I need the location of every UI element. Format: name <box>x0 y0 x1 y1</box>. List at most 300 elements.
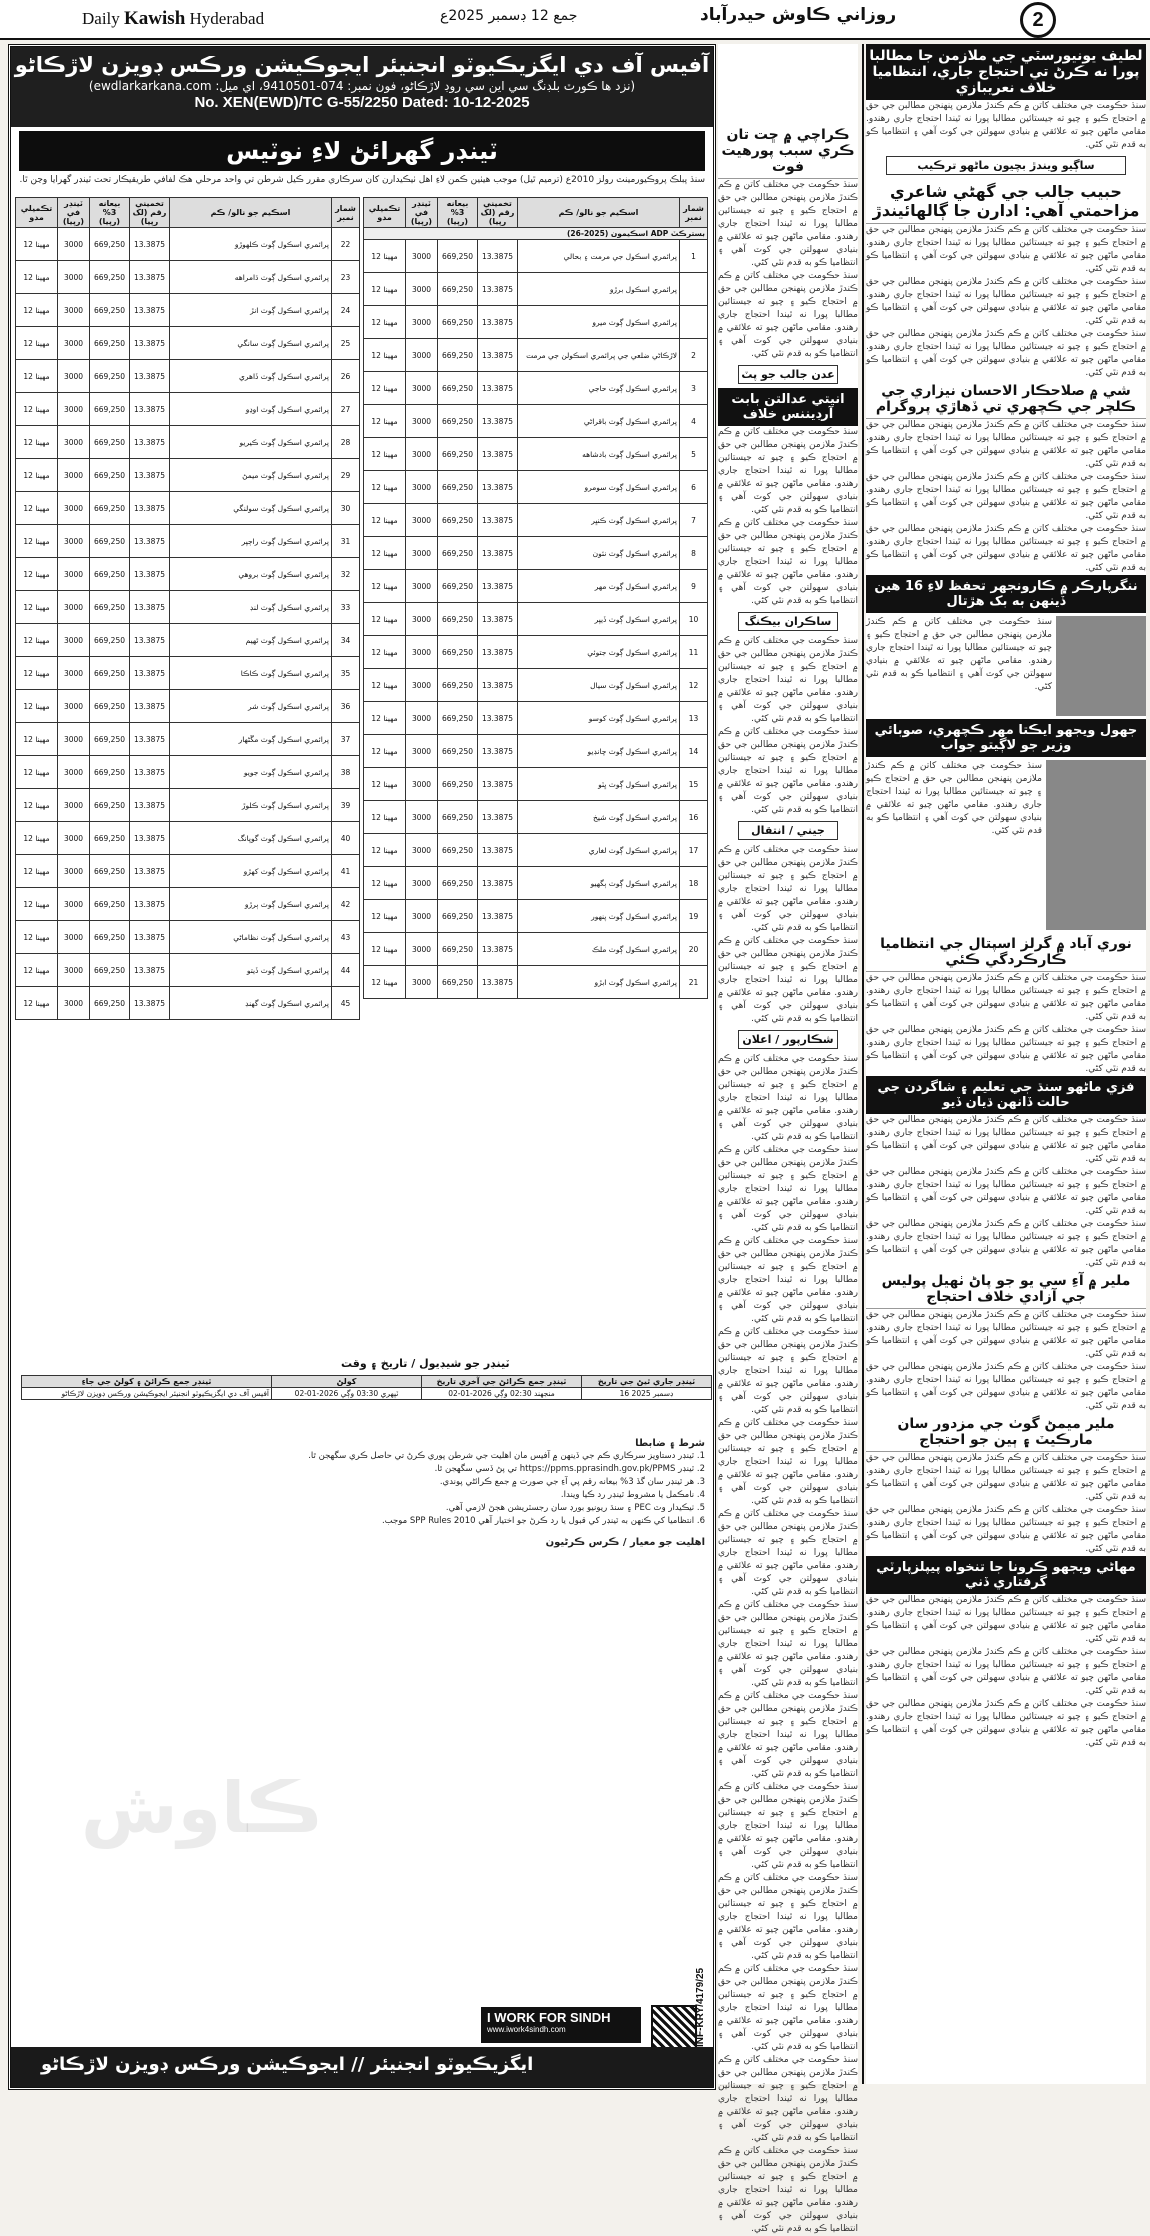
col-earnest: بيعانه 3% (رپيا) <box>90 198 130 228</box>
cell-time: 12 مهينا <box>364 570 406 603</box>
news-photo <box>1056 616 1146 716</box>
news-body: سنڌ حڪومت جي مختلف کاتن ۾ ڪم ڪندڙ ملازمن پنهنجن مطالبن جي حق ۾ احتجاج ڪيو ۽ چيو ته جيستائين مطالبا پورا نه ٿيندا احتجاج جاري رهندو. مقامي ماڻهن چيو ته علائقي ۾ بنيادي سهولتن جي کوٽ آهي ۽ انتظاميا ڪو به قدم نٿي کڻي. <box>718 427 858 515</box>
cell-estimate: 13.3875 <box>130 558 170 591</box>
office-title: آفيس آف دي ايگزيڪيوٽو انجنيئر ايجوڪيشن ورڪس ڊويزن لاڙڪاڻو <box>14 53 710 77</box>
cell-earnest: 669,250 <box>438 801 478 834</box>
cell-estimate: 13.3875 <box>130 822 170 855</box>
cell-name: پرائمري اسڪول برڙو <box>518 273 680 306</box>
cell-name: پرائمري اسڪول ڳوٺ ڪاڪا <box>170 657 332 690</box>
cell-name: پرائمري اسڪول ڳوٺ شيخ <box>518 801 680 834</box>
cell-fee: 3000 <box>58 954 90 987</box>
cell-estimate: 13.3875 <box>130 987 170 1020</box>
cell-time: 12 مهينا <box>16 855 58 888</box>
schedule-col-submit: ٽينڊر جمع ڪرائڻ جي آخري تاريخ <box>422 1376 582 1388</box>
tender-row <box>16 690 360 723</box>
cell-time: 12 مهينا <box>16 756 58 789</box>
col-earnest: بيعانه 3% (رپيا) <box>438 198 478 228</box>
cell-sr: 1 <box>680 240 708 273</box>
news-body: سنڌ حڪومت جي مختلف کاتن ۾ ڪم ڪندڙ ملازمن پنهنجن مطالبن جي حق ۾ احتجاج ڪيو ۽ چيو ته جيستائين مطالبا پورا نه ٿيندا احتجاج جاري رهندو. مقامي ماڻهن چيو ته علائقي ۾ بنيادي سهولتن جي کوٽ آهي ۽ انتظاميا ڪو به قدم نٿي کڻي. <box>866 761 1042 836</box>
news-body: سنڌ حڪومت جي مختلف کاتن ۾ ڪم ڪندڙ ملازمن پنهنجن مطالبن جي حق ۾ احتجاج ڪيو ۽ چيو ته جيستائين مطالبا پورا نه ٿيندا احتجاج جاري رهندو. مقامي ماڻهن چيو ته علائقي ۾ بنيادي سهولتن جي کوٽ آهي ۽ انتظاميا ڪو به قدم نٿي کڻي. <box>718 1600 858 1688</box>
cell-estimate: 13.3875 <box>478 933 518 966</box>
tender-row <box>16 756 360 789</box>
cell-name: پرائمري اسڪول ڳوٺ مهر <box>518 570 680 603</box>
tender-row <box>364 537 708 570</box>
cell-fee: 3000 <box>406 537 438 570</box>
cell-estimate: 13.3875 <box>478 867 518 900</box>
cell-sr: 33 <box>332 591 360 624</box>
mid-subhead: ساڪران بيڪنگ <box>738 612 838 631</box>
cell-earnest: 669,250 <box>90 426 130 459</box>
news-column-right <box>866 44 1146 2084</box>
tender-row <box>16 822 360 855</box>
cell-estimate: 13.3875 <box>130 525 170 558</box>
cell-estimate: 13.3875 <box>478 471 518 504</box>
cell-time: 12 مهينا <box>364 669 406 702</box>
tender-row <box>364 768 708 801</box>
cell-sr: 20 <box>680 933 708 966</box>
cell-sr: 28 <box>332 426 360 459</box>
cell-name: پرائمري اسڪول ڳوٺ باقراڻي <box>518 405 680 438</box>
mid-headline-2: انيتي عدالتن بابت آرڊيننس خلاف <box>718 388 858 426</box>
cell-fee: 3000 <box>58 855 90 888</box>
right-headline-3: شي ۾ صلاحڪار الاحسان نيزاري جي ڪلچر جي ڪچهري تي ڏهاڙي پروگرام <box>866 380 1146 419</box>
cell-time: 12 مهينا <box>16 294 58 327</box>
news-body: سنڌ حڪومت جي مختلف کاتن ۾ ڪم ڪندڙ ملازمن پنهنجن مطالبن جي حق ۾ احتجاج ڪيو ۽ چيو ته جيستائين مطالبا پورا نه ٿيندا احتجاج جاري رهندو. مقامي ماڻهن چيو ته علائقي ۾ بنيادي سهولتن جي کوٽ آهي ۽ انتظاميا ڪو به قدم نٿي کڻي. <box>866 1025 1146 1074</box>
cell-time: 12 مهينا <box>364 306 406 339</box>
cell-time: 12 مهينا <box>16 459 58 492</box>
cell-earnest: 669,250 <box>438 372 478 405</box>
term-item: 3. هر ٽينڊر سان گڏ 3% بيعانه رقم پي آءِ جي صورت ۾ جمع ڪرائڻي پوندي. <box>439 1477 705 1487</box>
cell-name: پرائمري اسڪول ڳوٺ ڪلوڙ <box>170 789 332 822</box>
cell-fee: 3000 <box>58 558 90 591</box>
tender-row <box>364 900 708 933</box>
cell-fee: 3000 <box>58 756 90 789</box>
cell-sr: 15 <box>680 768 708 801</box>
cell-sr: 5 <box>680 438 708 471</box>
cell-sr: 43 <box>332 921 360 954</box>
cell-estimate: 13.3875 <box>130 393 170 426</box>
cell-sr: 34 <box>332 624 360 657</box>
news-body: سنڌ حڪومت جي مختلف کاتن ۾ ڪم ڪندڙ ملازمن پنهنجن مطالبن جي حق ۾ احتجاج ڪيو ۽ چيو ته جيستائين مطالبا پورا نه ٿيندا احتجاج جاري رهندو. مقامي ماڻهن چيو ته علائقي ۾ بنيادي سهولتن جي کوٽ آهي ۽ انتظاميا ڪو به قدم نٿي کڻي. <box>718 180 858 268</box>
col-time: تڪميلي مدو <box>16 198 58 228</box>
cell-earnest: 669,250 <box>90 360 130 393</box>
cell-estimate: 13.3875 <box>478 570 518 603</box>
cell-estimate: 13.3875 <box>130 723 170 756</box>
cell-time: 12 مهينا <box>16 954 58 987</box>
cell-earnest: 669,250 <box>90 855 130 888</box>
cell-time: 12 مهينا <box>16 228 58 261</box>
cell-earnest: 669,250 <box>438 339 478 372</box>
tender-row <box>16 921 360 954</box>
cell-sr: 30 <box>332 492 360 525</box>
news-body: سنڌ حڪومت جي مختلف کاتن ۾ ڪم ڪندڙ ملازمن پنهنجن مطالبن جي حق ۾ احتجاج ڪيو ۽ چيو ته جيستائين مطالبا پورا نه ٿيندا احتجاج جاري رهندو. مقامي ماڻهن چيو ته علائقي ۾ بنيادي سهولتن جي کوٽ آهي ۽ انتظاميا ڪو به قدم نٿي کڻي. <box>718 1691 858 1779</box>
right-headline-4: ننگرپارڪر ۾ ڪارونجهر تحفظ لاءِ 16 هين ڏينهن به بک هڙتال <box>866 575 1146 613</box>
tender-row <box>16 987 360 1020</box>
cell-fee: 3000 <box>406 405 438 438</box>
schedule-title: ٽينڊر جو شيڊيول / تاريخ ۽ وقت <box>341 1357 510 1370</box>
cell-estimate: 13.3875 <box>130 492 170 525</box>
cell-sr: 44 <box>332 954 360 987</box>
tender-row <box>16 954 360 987</box>
cell-earnest: 669,250 <box>438 306 478 339</box>
cell-sr: 16 <box>680 801 708 834</box>
cell-name: پرائمري اسڪول ڳوٺ بروهي <box>170 558 332 591</box>
cell-estimate: 13.3875 <box>130 888 170 921</box>
news-body: سنڌ حڪومت جي مختلف کاتن ۾ ڪم ڪندڙ ملازمن پنهنجن مطالبن جي حق ۾ احتجاج ڪيو ۽ چيو ته جيستائين مطالبا پورا نه ٿيندا احتجاج جاري رهندو. مقامي ماڻهن چيو ته علائقي ۾ بنيادي سهولتن جي کوٽ آهي ۽ انتظاميا ڪو به قدم نٿي کڻي. <box>718 2146 858 2234</box>
cell-time: 12 مهينا <box>364 834 406 867</box>
cell-fee: 3000 <box>58 888 90 921</box>
watermark-logo: ڪاوش <box>81 1767 323 1849</box>
cell-name: پرائمري اسڪول ڳوٺ بادشاهه <box>518 438 680 471</box>
schedule-col-open: کولڻ <box>272 1376 422 1388</box>
cell-earnest: 669,250 <box>90 591 130 624</box>
cell-sr: 7 <box>680 504 708 537</box>
right-headline-7: فزي ماڻهو سنڌ جي تعليم ۽ شاگردن جي حالت ڏانهن ڌيان ڏيو <box>866 1076 1146 1114</box>
tender-row <box>364 438 708 471</box>
cell-time: 12 مهينا <box>16 327 58 360</box>
cell-fee: 3000 <box>406 438 438 471</box>
cell-time: 12 مهينا <box>364 405 406 438</box>
news-body: سنڌ حڪومت جي مختلف کاتن ۾ ڪم ڪندڙ ملازمن پنهنجن مطالبن جي حق ۾ احتجاج ڪيو ۽ چيو ته جيستائين مطالبا پورا نه ٿيندا احتجاج جاري رهندو. مقامي ماڻهن چيو ته علائقي ۾ بنيادي سهولتن جي کوٽ آهي ۽ انتظاميا ڪو به قدم نٿي کڻي. <box>718 2055 858 2143</box>
cell-time: 12 مهينا <box>364 603 406 636</box>
tender-row <box>16 723 360 756</box>
cell-fee: 3000 <box>406 735 438 768</box>
column-divider <box>862 44 864 2084</box>
mid-headline-1: ڪراچي ۾ ڇت تان ڪري سبب پورهيت فوت <box>718 124 858 179</box>
cell-time: 12 مهينا <box>16 558 58 591</box>
cell-earnest: 669,250 <box>438 867 478 900</box>
cell-estimate: 13.3875 <box>478 900 518 933</box>
cell-sr: 40 <box>332 822 360 855</box>
cell-fee: 3000 <box>406 372 438 405</box>
cell-time: 12 مهينا <box>364 933 406 966</box>
news-body: سنڌ حڪومت جي مختلف کاتن ۾ ڪم ڪندڙ ملازمن پنهنجن مطالبن جي حق ۾ احتجاج ڪيو ۽ چيو ته جيستائين مطالبا پورا نه ٿيندا احتجاج جاري رهندو. مقامي ماڻهن چيو ته علائقي ۾ بنيادي سهولتن جي کوٽ آهي ۽ انتظاميا ڪو به قدم نٿي کڻي. <box>866 1699 1146 1748</box>
cell-fee: 3000 <box>58 987 90 1020</box>
col-time: تڪميلي مدو <box>364 198 406 228</box>
cell-name: پرائمري اسڪول ڳوٺ نظاماڻي <box>170 921 332 954</box>
cell-time: 12 مهينا <box>364 273 406 306</box>
cell-name: پرائمري اسڪول ڳوٺ اوڍو <box>170 393 332 426</box>
cell-sr: 18 <box>680 867 708 900</box>
terms-and-conditions <box>25 1437 705 1977</box>
cell-fee: 3000 <box>406 768 438 801</box>
cell-sr: 27 <box>332 393 360 426</box>
news-body: سنڌ حڪومت جي مختلف کاتن ۾ ڪم ڪندڙ ملازمن پنهنجن مطالبن جي حق ۾ احتجاج ڪيو ۽ چيو ته جيستائين مطالبا پورا نه ٿيندا احتجاج جاري رهندو. مقامي ماڻهن چيو ته علائقي ۾ بنيادي سهولتن جي کوٽ آهي ۽ انتظاميا ڪو به قدم نٿي کڻي. <box>866 1115 1146 1164</box>
cell-name: پرائمري اسڪول ڳوٺ پنهور <box>518 900 680 933</box>
cell-estimate: 13.3875 <box>478 735 518 768</box>
right-top-headline: لطيف يونيورسٽي جي ملازمن جا مطالبا پورا نه ڪرڻ تي احتجاج جاري، انتظاميا خلاف نعريبازي <box>866 44 1146 100</box>
tender-row <box>364 966 708 999</box>
cell-fee: 3000 <box>58 591 90 624</box>
cell-estimate: 13.3875 <box>478 603 518 636</box>
news-body: سنڌ حڪومت جي مختلف کاتن ۾ ڪم ڪندڙ ملازمن پنهنجن مطالبن جي حق ۾ احتجاج ڪيو ۽ چيو ته جيستائين مطالبا پورا نه ٿيندا احتجاج جاري رهندو. مقامي ماڻهن چيو ته علائقي ۾ بنيادي سهولتن جي کوٽ آهي ۽ انتظاميا ڪو به قدم نٿي کڻي. <box>866 1453 1146 1502</box>
news-body: سنڌ حڪومت جي مختلف کاتن ۾ ڪم ڪندڙ ملازمن پنهنجن مطالبن جي حق ۾ احتجاج ڪيو ۽ چيو ته جيستائين مطالبا پورا نه ٿيندا احتجاج جاري رهندو. مقامي ماڻهن چيو ته علائقي ۾ بنيادي سهولتن جي کوٽ آهي ۽ انتظاميا ڪو به قدم نٿي کڻي. <box>718 845 858 933</box>
cell-earnest: 669,250 <box>90 624 130 657</box>
cell-sr: 23 <box>332 261 360 294</box>
cell-sr: 6 <box>680 471 708 504</box>
tender-row <box>16 492 360 525</box>
masthead-name: Kawish <box>124 8 186 29</box>
term-item: 6. انتظاميا کي ڪنهن به ٽينڊر کي قبول يا رد ڪرڻ جو اختيار آهي SPP Rules 2010 موجب. <box>381 1516 705 1526</box>
cell-earnest: 669,250 <box>90 690 130 723</box>
cell-fee: 3000 <box>58 360 90 393</box>
tender-row <box>16 327 360 360</box>
cell-earnest: 669,250 <box>438 735 478 768</box>
mid-subhead: جيني / انتقال <box>738 821 838 840</box>
right-headline-5: جهول ويجهو ايڪتا مهر ڪچهري، صوبائي وزير جو لاڳيتو جواب <box>866 719 1146 757</box>
cell-time: 12 مهينا <box>16 591 58 624</box>
qr-code-icon <box>651 2005 697 2049</box>
cell-earnest: 669,250 <box>90 393 130 426</box>
office-address: (ewdlarkarkana.com :نزد ها ڪورٽ بلڊنگ سي اين سي روڊ لاڙڪاڻو، فون نمبر: 074-9410501، اي ميل) <box>88 79 636 93</box>
cell-name: پرائمري اسڪول ڳوٺ سانگي <box>170 327 332 360</box>
cell-earnest: 669,250 <box>90 987 130 1020</box>
cell-fee: 3000 <box>58 822 90 855</box>
tender-notice-title: ٽينڊر گهرائڻ لاءِ نوٽيس <box>19 131 705 171</box>
cell-time: 12 مهينا <box>364 372 406 405</box>
cell-name: پرائمري اسڪول ڳوٺ ڏيپر <box>518 603 680 636</box>
cell-name: پرائمري اسڪول ڳوٺ جويو <box>170 756 332 789</box>
cell-sr: 3 <box>680 372 708 405</box>
cell-name: پرائمري اسڪول ڳوٺ ڏاهري <box>170 360 332 393</box>
cell-time: 12 مهينا <box>364 471 406 504</box>
tender-row <box>364 669 708 702</box>
engineer-signature: ايگزيڪيوٽو انجنيئر // ايجوڪيشن ورڪس ڊويزن لاڙڪاڻو <box>41 2054 534 2075</box>
cell-sr: 25 <box>332 327 360 360</box>
tender-intro: سنڌ پبلڪ پروڪيورمينٽ رولز 2010ع (ترميم ٿيل) موجب هيٺين ڪمن لاءِ اهل ٺيڪيدارن کان سرڪاري مقرر ڪيل شرطن تي واحد مرحلي هڪ لفافي طريقيڪار تحت ٽينڊر گهرايا وڃن ٿا. <box>19 175 705 185</box>
col-estimate: تخميني رقم (لک رپيا) <box>478 198 518 228</box>
masthead-city: Hyderabad <box>189 9 265 28</box>
right-headline-9: ملير ميمڻ گوٺ جي مزدور سان مارڪيٽ ۽ ٻين جو احتجاج <box>866 1413 1146 1452</box>
cell-name: پرائمري اسڪول ڳوٺ ٻگهيو <box>518 867 680 900</box>
col-estimate: تخميني رقم (لک رپيا) <box>130 198 170 228</box>
cell-earnest: 669,250 <box>90 921 130 954</box>
news-column-middle <box>718 44 858 2234</box>
cell-sr: 41 <box>332 855 360 888</box>
cell-time: 12 مهينا <box>16 723 58 756</box>
cell-sr: 21 <box>680 966 708 999</box>
cell-fee: 3000 <box>406 570 438 603</box>
cell-sr: 4 <box>680 405 708 438</box>
cell-estimate: 13.3875 <box>478 504 518 537</box>
cell-fee: 3000 <box>406 867 438 900</box>
tender-row <box>16 459 360 492</box>
cell-sr: 24 <box>332 294 360 327</box>
cell-estimate: 13.3875 <box>130 756 170 789</box>
cell-time: 12 مهينا <box>16 360 58 393</box>
w4s-title: I WORK FOR SINDH <box>487 2010 611 2025</box>
cell-fee: 3000 <box>58 228 90 261</box>
cell-name: پرائمري اسڪول ڳوٺ سولنگي <box>170 492 332 525</box>
cell-fee: 3000 <box>406 504 438 537</box>
cell-earnest: 669,250 <box>90 756 130 789</box>
cell-time: 12 مهينا <box>16 393 58 426</box>
cell-time: 12 مهينا <box>16 690 58 723</box>
col-fee: ٽينڊر في (رپيا) <box>58 198 90 228</box>
cell-sr: 19 <box>680 900 708 933</box>
cell-fee: 3000 <box>406 966 438 999</box>
cell-time: 12 مهينا <box>364 240 406 273</box>
cell-earnest: 669,250 <box>90 558 130 591</box>
cell-name: پرائمري اسڪول ڳوٺ انڙ <box>170 294 332 327</box>
cell-sr: 12 <box>680 669 708 702</box>
cell-sr: 26 <box>332 360 360 393</box>
schedule-col-issue: ٽينڊر جاري ٿيڻ جي تاريخ <box>582 1376 712 1388</box>
col-sr: شمار نمبر <box>680 198 708 228</box>
cell-earnest: 669,250 <box>438 438 478 471</box>
tender-row <box>16 888 360 921</box>
cell-earnest: 669,250 <box>438 405 478 438</box>
cell-estimate: 13.3875 <box>130 624 170 657</box>
cell-name: پرائمري اسڪول ڳوٺ ڪنڀر <box>518 504 680 537</box>
mid-subhead: عدن جالب جو پٽ <box>738 365 838 384</box>
cell-estimate: 13.3875 <box>478 537 518 570</box>
cell-estimate: 13.3875 <box>478 339 518 372</box>
right-headline-8: ملير ۾ آءِ سي يو جو پاڻ ٺهيل پوليس جي آزادي خلاف احتجاج <box>866 1270 1146 1309</box>
cell-name: پرائمري اسڪول ڳوٺ کهڙو <box>170 855 332 888</box>
cell-fee: 3000 <box>406 702 438 735</box>
cell-time: 12 مهينا <box>364 438 406 471</box>
news-body: سنڌ حڪومت جي مختلف کاتن ۾ ڪم ڪندڙ ملازمن پنهنجن مطالبن جي حق ۾ احتجاج ڪيو ۽ چيو ته جيستائين مطالبا پورا نه ٿيندا احتجاج جاري رهندو. مقامي ماڻهن چيو ته علائقي ۾ بنيادي سهولتن جي کوٽ آهي ۽ انتظاميا ڪو به قدم نٿي کڻي. <box>718 1873 858 1961</box>
cell-earnest: 669,250 <box>90 657 130 690</box>
cell-time: 12 مهينا <box>364 339 406 372</box>
tender-row <box>364 273 708 306</box>
news-body: سنڌ حڪومت جي مختلف کاتن ۾ ڪم ڪندڙ ملازمن پنهنجن مطالبن جي حق ۾ احتجاج ڪيو ۽ چيو ته جيستائين مطالبا پورا نه ٿيندا احتجاج جاري رهندو. مقامي ماڻهن چيو ته علائقي ۾ بنيادي سهولتن جي کوٽ آهي ۽ انتظاميا ڪو به قدم نٿي کڻي. <box>718 1327 858 1415</box>
cell-estimate: 13.3875 <box>130 261 170 294</box>
cell-estimate: 13.3875 <box>478 834 518 867</box>
news-body: سنڌ حڪومت جي مختلف کاتن ۾ ڪم ڪندڙ ملازمن پنهنجن مطالبن جي حق ۾ احتجاج ڪيو ۽ چيو ته جيستائين مطالبا پورا نه ٿيندا احتجاج جاري رهندو. مقامي ماڻهن چيو ته علائقي ۾ بنيادي سهولتن جي کوٽ آهي ۽ انتظاميا ڪو به قدم نٿي کڻي. <box>718 1236 858 1324</box>
cell-earnest: 669,250 <box>438 966 478 999</box>
right-subhead: ساڳيو ويندڙ بچيون ماڻهو ترڪيب <box>886 156 1126 175</box>
cell-name: پرائمري اسڪول ڳوٺ گوپانگ <box>170 822 332 855</box>
cell-estimate: 13.3875 <box>130 855 170 888</box>
ad-header <box>11 47 713 127</box>
cell-name: لاڙڪاڻي ضلعي جي پرائمري اسڪولن جي مرمت <box>518 339 680 372</box>
term-item: 4. نامڪمل يا مشروط ٽينڊر رد ڪيا ويندا. <box>560 1490 705 1500</box>
tender-advertisement <box>8 44 716 2090</box>
cell-earnest: 669,250 <box>438 669 478 702</box>
cell-time: 12 مهينا <box>16 657 58 690</box>
cell-name: پرائمري اسڪول ڳوٺ سيال <box>518 669 680 702</box>
masthead-date: جمع 12 ڊسمبر 2025ع <box>440 8 578 24</box>
cell-earnest: 669,250 <box>90 327 130 360</box>
term-item: 2. ٽينڊر https://ppms.pprasindh.gov.pk/PPMS تي پڻ ڏسي سگهجن ٿا. <box>434 1464 705 1474</box>
cell-name: پرائمري اسڪول ڳوٺ ميرو <box>518 306 680 339</box>
cell-sr: 2 <box>680 339 708 372</box>
cell-estimate: 13.3875 <box>478 405 518 438</box>
cell-fee: 3000 <box>58 789 90 822</box>
cell-name: پرائمري اسڪول ڳوٺ ڪلهوڙو <box>170 228 332 261</box>
cell-estimate: 13.3875 <box>478 801 518 834</box>
cell-fee: 3000 <box>406 339 438 372</box>
cell-name: پرائمري اسڪول ڳوٺ ملڪ <box>518 933 680 966</box>
cell-sr: 31 <box>332 525 360 558</box>
cell-estimate: 13.3875 <box>478 702 518 735</box>
cell-time: 12 مهينا <box>16 789 58 822</box>
tender-row <box>16 261 360 294</box>
news-body: سنڌ حڪومت جي مختلف کاتن ۾ ڪم ڪندڙ ملازمن پنهنجن مطالبن جي حق ۾ احتجاج ڪيو ۽ چيو ته جيستائين مطالبا پورا نه ٿيندا احتجاج جاري رهندو. مقامي ماڻهن چيو ته علائقي ۾ بنيادي سهولتن جي کوٽ آهي ۽ انتظاميا ڪو به قدم نٿي کڻي. <box>718 271 858 359</box>
cell-fee: 3000 <box>58 723 90 756</box>
cell-sr <box>680 306 708 339</box>
tender-row <box>364 504 708 537</box>
cell-name: پرائمري اسڪول ڳوٺ ڌامراهه <box>170 261 332 294</box>
cell-name: پرائمري اسڪول ڳوٺ گهنڊ <box>170 987 332 1020</box>
cell-fee: 3000 <box>406 603 438 636</box>
tender-row <box>16 657 360 690</box>
cell-name: پرائمري اسڪول ڳوٺ چانڊيو <box>518 735 680 768</box>
cell-earnest: 669,250 <box>438 240 478 273</box>
cell-sr: 45 <box>332 987 360 1020</box>
cell-fee: 3000 <box>406 306 438 339</box>
cell-sr: 29 <box>332 459 360 492</box>
cell-name: پرائمري اسڪول ڳوٺ شر <box>170 690 332 723</box>
tender-row <box>16 360 360 393</box>
news-body: سنڌ حڪومت جي مختلف کاتن ۾ ڪم ڪندڙ ملازمن پنهنجن مطالبن جي حق ۾ احتجاج ڪيو ۽ چيو ته جيستائين مطالبا پورا نه ٿيندا احتجاج جاري رهندو. مقامي ماڻهن چيو ته علائقي ۾ بنيادي سهولتن جي کوٽ آهي ۽ انتظاميا ڪو به قدم نٿي کڻي. <box>866 225 1146 274</box>
tender-row <box>16 525 360 558</box>
cell-estimate: 13.3875 <box>478 372 518 405</box>
cell-fee: 3000 <box>406 834 438 867</box>
cell-name: پرائمري اسڪول جي مرمت ۽ بحالي <box>518 240 680 273</box>
schedule-table <box>21 1375 712 1400</box>
cell-sr: 14 <box>680 735 708 768</box>
tender-row <box>364 603 708 636</box>
cell-estimate: 13.3875 <box>130 591 170 624</box>
cell-estimate: 13.3875 <box>478 438 518 471</box>
col-fee: ٽينڊر في (رپيا) <box>406 198 438 228</box>
cell-earnest: 669,250 <box>438 900 478 933</box>
cell-time: 12 مهينا <box>364 636 406 669</box>
right-headline-6: نوري آباد ۾ گرلز اسپتال جي انتظاميا ڪارڪردگي ڪئي <box>866 933 1146 972</box>
cell-sr: 32 <box>332 558 360 591</box>
cell-estimate: 13.3875 <box>478 636 518 669</box>
cell-sr: 38 <box>332 756 360 789</box>
cell-earnest: 669,250 <box>438 273 478 306</box>
cell-estimate: 13.3875 <box>130 228 170 261</box>
cell-fee: 3000 <box>406 801 438 834</box>
cell-estimate: 13.3875 <box>478 240 518 273</box>
masthead <box>0 0 1150 40</box>
cell-fee: 3000 <box>58 525 90 558</box>
news-body: سنڌ حڪومت جي مختلف کاتن ۾ ڪم ڪندڙ ملازمن پنهنجن مطالبن جي حق ۾ احتجاج ڪيو ۽ چيو ته جيستائين مطالبا پورا نه ٿيندا احتجاج جاري رهندو. مقامي ماڻهن چيو ته علائقي ۾ بنيادي سهولتن جي کوٽ آهي ۽ انتظاميا ڪو به قدم نٿي کڻي. <box>718 1145 858 1233</box>
cell-name: پرائمري اسڪول ڳوٺ راڄپر <box>170 525 332 558</box>
terms-heading: شرط ۽ ضابطا <box>635 1438 705 1449</box>
tender-row <box>364 867 708 900</box>
tender-row <box>364 735 708 768</box>
cell-earnest: 669,250 <box>438 834 478 867</box>
cell-fee: 3000 <box>406 240 438 273</box>
cell-earnest: 669,250 <box>438 933 478 966</box>
col-name: اسڪيم جو نالو/ ڪم <box>170 198 332 228</box>
tender-row <box>16 393 360 426</box>
cell-estimate: 13.3875 <box>130 954 170 987</box>
cell-name: پرائمري اسڪول ڳوٺ لغاري <box>518 834 680 867</box>
news-body: سنڌ حڪومت جي مختلف کاتن ۾ ڪم ڪندڙ ملازمن پنهنجن مطالبن جي حق ۾ احتجاج ڪيو ۽ چيو ته جيستائين مطالبا پورا نه ٿيندا احتجاج جاري رهندو. مقامي ماڻهن چيو ته علائقي ۾ بنيادي سهولتن جي کوٽ آهي ۽ انتظاميا ڪو به قدم نٿي کڻي. <box>866 1167 1146 1216</box>
tender-row <box>364 405 708 438</box>
cell-earnest: 669,250 <box>438 603 478 636</box>
news-body: سنڌ حڪومت جي مختلف کاتن ۾ ڪم ڪندڙ ملازمن پنهنجن مطالبن جي حق ۾ احتجاج ڪيو ۽ چيو ته جيستائين مطالبا پورا نه ٿيندا احتجاج جاري رهندو. مقامي ماڻهن چيو ته علائقي ۾ بنيادي سهولتن جي کوٽ آهي ۽ انتظاميا ڪو به قدم نٿي کڻي. <box>866 1310 1146 1359</box>
news-body: سنڌ حڪومت جي مختلف کاتن ۾ ڪم ڪندڙ ملازمن پنهنجن مطالبن جي حق ۾ احتجاج ڪيو ۽ چيو ته جيستائين مطالبا پورا نه ٿيندا احتجاج جاري رهندو. مقامي ماڻهن چيو ته علائقي ۾ بنيادي سهولتن جي کوٽ آهي ۽ انتظاميا ڪو به قدم نٿي کڻي. <box>866 1219 1146 1268</box>
col-name: اسڪيم جو نالو/ ڪم <box>518 198 680 228</box>
cell-earnest: 669,250 <box>90 492 130 525</box>
ad-footer <box>11 2047 713 2087</box>
cell-earnest: 669,250 <box>90 723 130 756</box>
news-body: سنڌ حڪومت جي مختلف کاتن ۾ ڪم ڪندڙ ملازمن پنهنجن مطالبن جي حق ۾ احتجاج ڪيو ۽ چيو ته جيستائين مطالبا پورا نه ٿيندا احتجاج جاري رهندو. مقامي ماڻهن چيو ته علائقي ۾ بنيادي سهولتن جي کوٽ آهي ۽ انتظاميا ڪو به قدم نٿي کڻي. <box>866 472 1146 521</box>
cell-estimate: 13.3875 <box>130 294 170 327</box>
cell-name: پرائمري اسڪول ڳوٺ سومرو <box>518 471 680 504</box>
cell-time: 12 مهينا <box>16 525 58 558</box>
cell-earnest: 669,250 <box>90 459 130 492</box>
cell-name: پرائمري اسڪول ڳوٺ ڏيتو <box>170 954 332 987</box>
